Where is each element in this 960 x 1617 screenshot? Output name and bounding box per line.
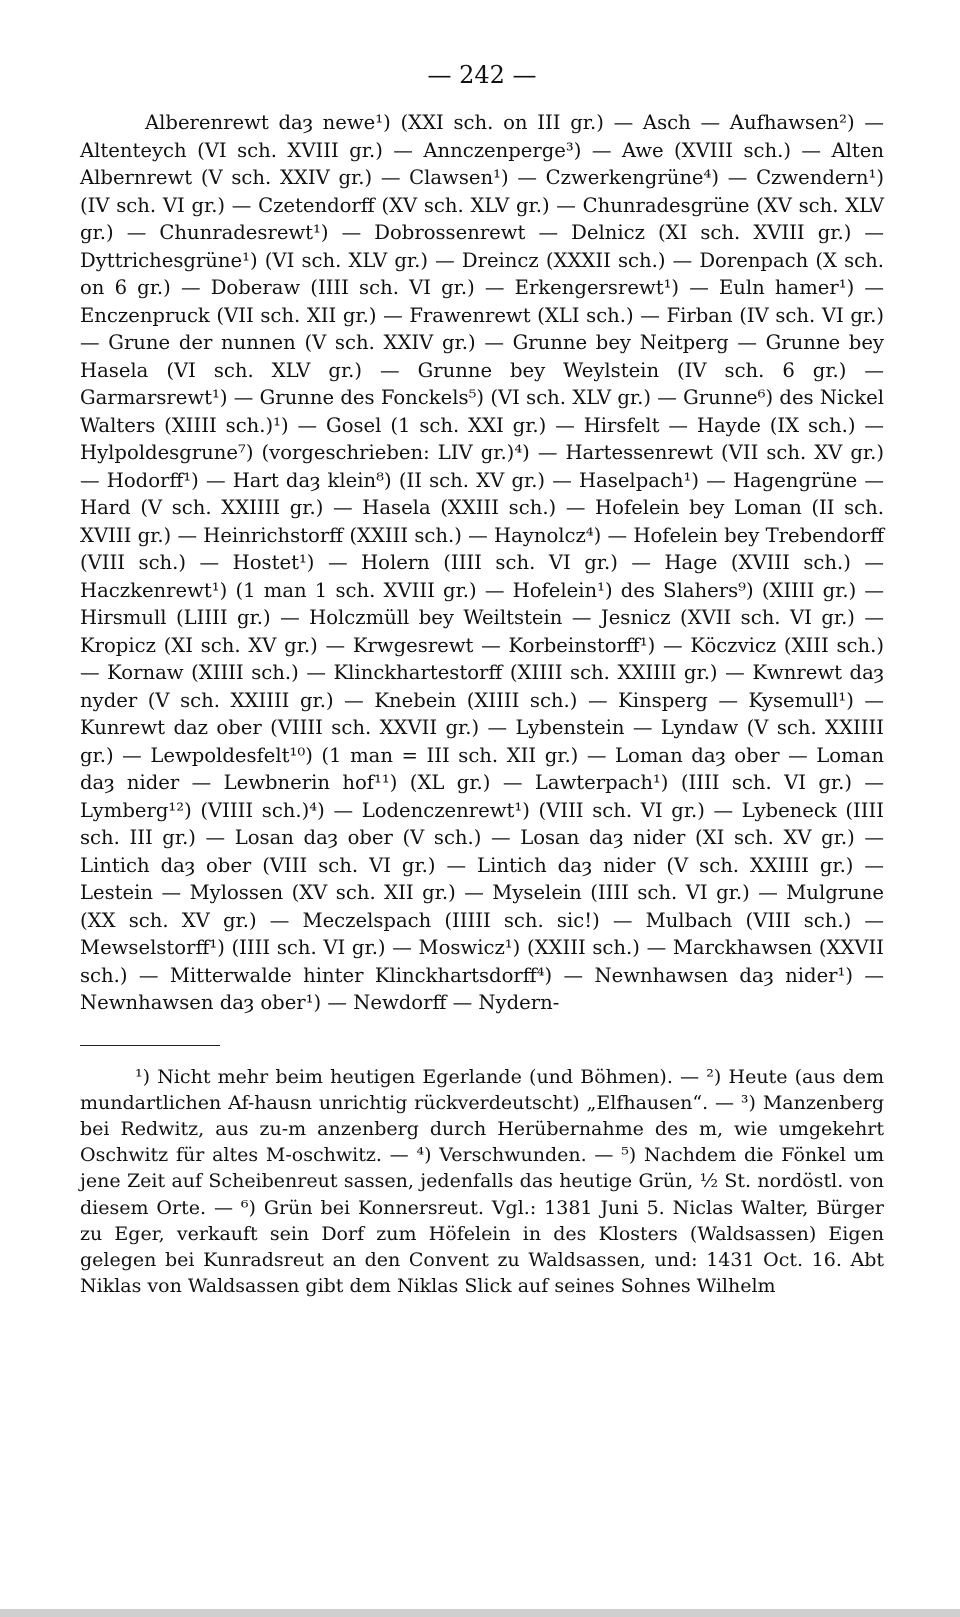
document-page [80, 55, 884, 1299]
place-name-list: Alberenrewt daȝ newe¹) (XXI sch. on III gr.) — Asch — Aufhawsen²) — Altenteych (VI sch. XVIII gr.) — Annczenperge³) — Awe (XVIII sch.) — Alten Albernrewt (V sch. XXIV gr.) — Clawsen¹) — Czwerkengrüne⁴) — Czwendern¹) (IV sch. VI gr.) — Czetendorff (XV sch. XLV gr.) — Chunradesgrüne (XV sch. XLV gr.) — Chunradesrewt¹) — Dobrossenrewt — Delnicz (XI sch. XVIII gr.) — Dyttrichesgrüne¹) (VI sch. XLV gr.) — Dreincz (XXXII sch.) — Dorenpach (X sch. on 6 gr.) — Doberaw (IIII sch. VI gr.) — Erkengersrewt¹) — Euln hamer¹) — Enczenpruck (VII sch. XII gr.) — Frawenrewt (XLI sch.) — Firban (IV sch. VI gr.) — Grune der nunnen (V sch. XXIV gr.) — Grunne bey Neitperg — Grunne bey Hasela (VI sch. XLV gr.) — Grunne bey Weylstein (IV sch. 6 gr.) — Garmarsrewt¹) — Grunne des Fonckels⁵) (VI sch. XLV gr.) — Grunne⁶) des Nickel Walters (XIIII sch.)¹) — Gosel (1 sch. XXI gr.) — Hirsfelt — Hayde (IX sch.) — Hylpoldesgrune⁷) (vorgeschrieben: LIV gr.)⁴) — Hartessenrewt (VII sch. XV gr.) — Hodorff¹) — Hart daȝ klein⁸) (II sch. XV gr.) — Haselpach¹) — Hagengrüne — Hard (V sch. XXIIII gr.) — Hasela (XXIII sch.) — Hofelein bey Loman (II sch. XVIII gr.) — Heinrichstorff (XXIII sch.) — Haynolcz⁴) — Hofelein bey Trebendorff (VIII sch.) — Hostet¹) — Holern (IIII sch. VI gr.) — Hage (XVIII sch.) — Haczkenrewt¹) (1 man 1 sch. XVIII gr.) — Hofelein¹) des Slahers⁹) (XIIII gr.) — Hirsmull (LIIII gr.) — Holczmüll bey Weiltstein — Jesnicz (XVII sch. VI gr.) — Kropicz (XI sch. XV gr.) — Krwgesrewt — Korbeinstorff¹) — Köczvicz (XIII sch.) — Kornaw (XIIII sch.) — Klinckhartestorff (XIIII sch. XXIIII gr.) — Kwnrewt daȝ nyder (V sch. XXIIII gr.) — Knebein (XIIII sch.) — Kinsperg — Kysemull¹) — Kunrewt daz ober (VIIII sch. XXVII gr.) — Lybenstein — Lyndaw (V sch. XXIIII gr.) — Lewpoldesfelt¹⁰) (1 man = III sch. XII gr.) — Loman daȝ ober — Loman daȝ nider — Lewbnerin hof¹¹) (XL gr.) — Lawterpach¹) (IIII sch. VI gr.) — Lymberg¹²) (VIIII sch.)⁴) — Lodenczenrewt¹) (VIII sch. VI gr.) — Lybeneck (IIII sch. III gr.) — Losan daȝ ober (V sch.) — Losan daȝ nider (XI sch. XV gr.) — Lintich daȝ ober (VIII sch. VI gr.) — Lintich daȝ nider (V sch. XXIIII gr.) — Lestein — Mylossen (XV sch. XII gr.) — Myselein (IIII sch. VI gr.) — Mulgrune (XX sch. XV gr.) — Meczelspach (IIIII sch. sic!) — Mulbach (VIII sch.) — Mewselstorff¹) (IIII sch. VI gr.) — Moswicz¹) (XXIII sch.) — Marckhawsen (XXVII sch.) — Mitterwalde hinter Klinckhartsdorff⁴) — Newnhawsen daȝ nider¹) — Newnhawsen daȝ ober¹) — Newdorff — Nydern- [80, 111, 884, 1014]
page-number: — 242 — [427, 61, 537, 89]
footnote-divider [80, 1045, 220, 1046]
scan-edge [0, 1609, 960, 1617]
footnotes: ¹) Nicht mehr beim heutigen Egerlande (und Böhmen). — ²) Heute (aus dem mundartlichen Af-hausn unrichtig rückverdeutscht) „Elfhausen“. — ³) Manzenberg bei Redwitz, aus zu-m anzenberg durch Herübernahme des m, wie umgekehrt Oschwitz für altes M-oschwitz. — ⁴) Verschwunden. — ⁵) Nachdem die Fönkel um jene Zeit auf Scheibenreut sassen, jedenfalls das heutige Grün, ½ St. nordöstl. von diesem Orte. — ⁶) Grün bei Konnersreut. Vgl.: 1381 Juni 5. Niclas Walter, Bürger zu Eger, verkauft sein Dorf zum Höfelein in des Klosters (Waldsassen) Eigen gelegen bei Kunradsreut an den Convent zu Waldsassen, und: 1431 Oct. 16. Abt Niklas von Waldsassen gibt dem Niklas Slick auf seines Sohnes Wilhelm [80, 1065, 884, 1298]
